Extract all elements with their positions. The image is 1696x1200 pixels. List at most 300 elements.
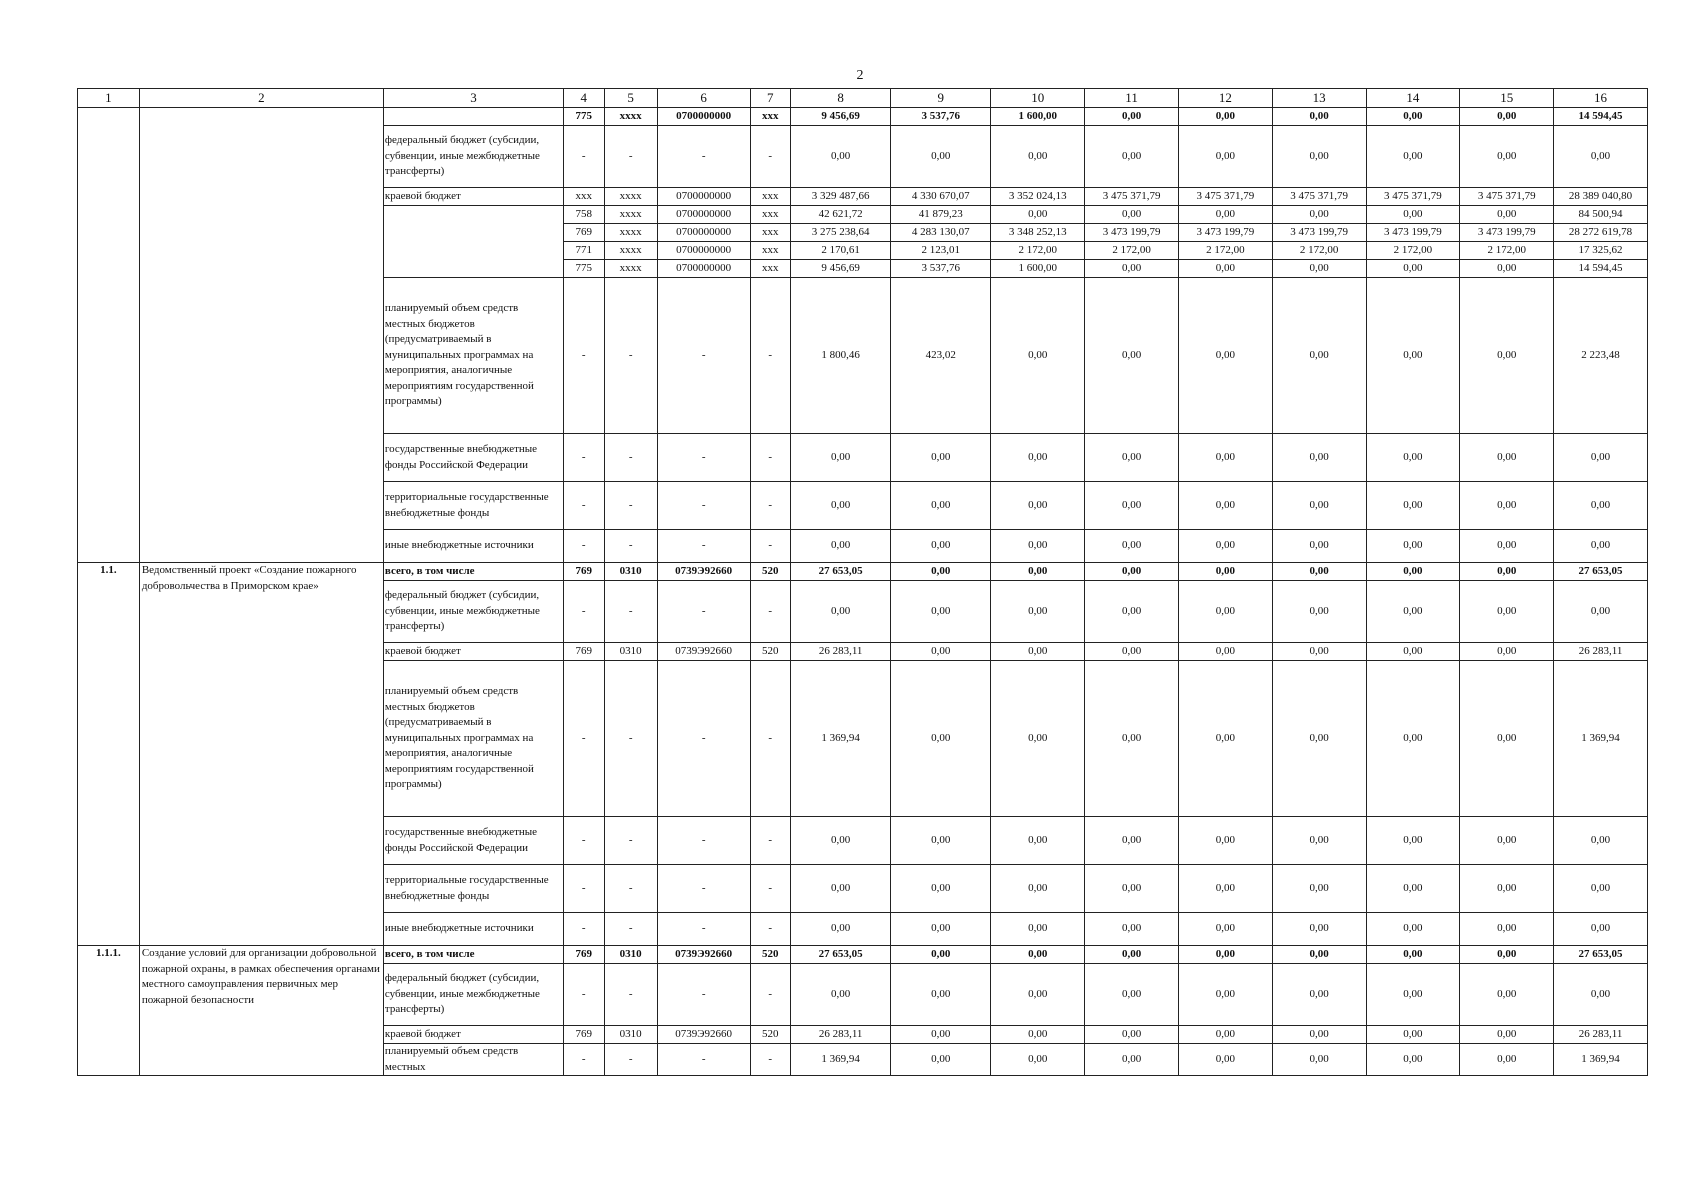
value-cell-col-10: 0,00 xyxy=(991,206,1085,224)
value-cell-col-13: 0,00 xyxy=(1272,126,1366,188)
header-cell-2: 2 xyxy=(139,89,383,108)
value-cell-col-14: 0,00 xyxy=(1366,643,1460,661)
funding-source-label: планируемый объем средств местных xyxy=(383,1044,563,1076)
header-cell-3: 3 xyxy=(383,89,563,108)
value-cell-col-13: 0,00 xyxy=(1272,661,1366,817)
value-cell-col-15: 0,00 xyxy=(1460,260,1554,278)
value-cell-col-12: 0,00 xyxy=(1178,530,1272,563)
value-cell-col-11: 0,00 xyxy=(1085,278,1179,434)
value-cell-col-7: - xyxy=(750,530,791,563)
value-cell-col-14: 0,00 xyxy=(1366,946,1460,964)
value-cell-col-13: 3 473 199,79 xyxy=(1272,224,1366,242)
value-cell-col-5: xxxx xyxy=(604,260,657,278)
header-cell-9: 9 xyxy=(891,89,991,108)
value-cell-col-8: 3 329 487,66 xyxy=(791,188,891,206)
value-cell-col-16: 84 500,94 xyxy=(1554,206,1648,224)
value-cell-col-7: - xyxy=(750,913,791,946)
value-cell-col-14: 0,00 xyxy=(1366,1026,1460,1044)
value-cell-col-8: 0,00 xyxy=(791,964,891,1026)
value-cell-col-5: - xyxy=(604,913,657,946)
value-cell-col-16: 14 594,45 xyxy=(1554,108,1648,126)
value-cell-col-10: 0,00 xyxy=(991,434,1085,482)
funding-source-label: федеральный бюджет (субсидии, субвенции, иные межбюджетные трансферты) xyxy=(383,964,563,1026)
value-cell-col-14: 3 475 371,79 xyxy=(1366,188,1460,206)
value-cell-col-10: 0,00 xyxy=(991,913,1085,946)
value-cell-col-9: 0,00 xyxy=(891,530,991,563)
value-cell-col-4: - xyxy=(564,434,605,482)
value-cell-col-6: 0700000000 xyxy=(657,260,750,278)
value-cell-col-8: 42 621,72 xyxy=(791,206,891,224)
funding-source-label: территориальные государственные внебюджетные фонды xyxy=(383,865,563,913)
value-cell-col-16: 0,00 xyxy=(1554,482,1648,530)
value-cell-col-9: 0,00 xyxy=(891,1026,991,1044)
value-cell-col-8: 27 653,05 xyxy=(791,946,891,964)
value-cell-col-7: - xyxy=(750,278,791,434)
funding-source-label: государственные внебюджетные фонды Российской Федерации xyxy=(383,817,563,865)
value-cell-col-15: 0,00 xyxy=(1460,530,1554,563)
funding-source-label: всего, в том числе xyxy=(383,946,563,964)
value-cell-col-16: 1 369,94 xyxy=(1554,661,1648,817)
value-cell-col-4: - xyxy=(564,661,605,817)
value-cell-col-10: 0,00 xyxy=(991,817,1085,865)
value-cell-col-10: 2 172,00 xyxy=(991,242,1085,260)
funding-source-label: федеральный бюджет (субсидии, субвенции, иные межбюджетные трансферты) xyxy=(383,581,563,643)
value-cell-col-8: 1 369,94 xyxy=(791,661,891,817)
value-cell-col-16: 26 283,11 xyxy=(1554,1026,1648,1044)
value-cell-col-11: 0,00 xyxy=(1085,563,1179,581)
value-cell-col-10: 0,00 xyxy=(991,563,1085,581)
value-cell-col-7: - xyxy=(750,661,791,817)
value-cell-col-6: 0700000000 xyxy=(657,188,750,206)
value-cell-col-12: 0,00 xyxy=(1178,434,1272,482)
value-cell-col-12: 2 172,00 xyxy=(1178,242,1272,260)
value-cell-col-14: 0,00 xyxy=(1366,260,1460,278)
header-cell-13: 13 xyxy=(1272,89,1366,108)
value-cell-col-13: 0,00 xyxy=(1272,913,1366,946)
value-cell-col-4: 775 xyxy=(564,108,605,126)
value-cell-col-9: 0,00 xyxy=(891,964,991,1026)
value-cell-col-9: 0,00 xyxy=(891,865,991,913)
value-cell-col-16: 2 223,48 xyxy=(1554,278,1648,434)
table-row xyxy=(78,108,1648,126)
funding-source-label: федеральный бюджет (субсидии, субвенции, иные межбюджетные трансферты) xyxy=(383,126,563,188)
value-cell-col-13: 0,00 xyxy=(1272,260,1366,278)
funding-source-label: планируемый объем средств местных бюджетов (предусматриваемый в муниципальных программах на мероприятия, аналогичные мероприятиям государственной программы) xyxy=(383,278,563,434)
value-cell-col-4: - xyxy=(564,482,605,530)
value-cell-col-16: 27 653,05 xyxy=(1554,563,1648,581)
funding-source-label: иные внебюджетные источники xyxy=(383,530,563,563)
value-cell-col-14: 0,00 xyxy=(1366,817,1460,865)
value-cell-col-12: 0,00 xyxy=(1178,482,1272,530)
value-cell-col-8: 0,00 xyxy=(791,482,891,530)
value-cell-col-11: 0,00 xyxy=(1085,946,1179,964)
header-cell-6: 6 xyxy=(657,89,750,108)
value-cell-col-10: 0,00 xyxy=(991,482,1085,530)
value-cell-col-9: 4 283 130,07 xyxy=(891,224,991,242)
value-cell-col-14: 0,00 xyxy=(1366,126,1460,188)
value-cell-col-16: 28 389 040,80 xyxy=(1554,188,1648,206)
value-cell-col-15: 0,00 xyxy=(1460,643,1554,661)
value-cell-col-7: - xyxy=(750,434,791,482)
value-cell-col-13: 0,00 xyxy=(1272,1026,1366,1044)
funding-source-label: территориальные государственные внебюджетные фонды xyxy=(383,482,563,530)
value-cell-col-8: 9 456,69 xyxy=(791,108,891,126)
value-cell-col-12: 0,00 xyxy=(1178,913,1272,946)
value-cell-col-16: 0,00 xyxy=(1554,964,1648,1026)
value-cell-col-4: xxx xyxy=(564,188,605,206)
value-cell-col-12: 0,00 xyxy=(1178,643,1272,661)
value-cell-col-8: 2 170,61 xyxy=(791,242,891,260)
funding-source-label: краевой бюджет xyxy=(383,188,563,206)
budget-table xyxy=(77,88,1648,1076)
value-cell-col-5: - xyxy=(604,964,657,1026)
value-cell-col-10: 0,00 xyxy=(991,581,1085,643)
value-cell-col-6: 0739Э92660 xyxy=(657,563,750,581)
value-cell-col-11: 0,00 xyxy=(1085,1026,1179,1044)
value-cell-col-16: 0,00 xyxy=(1554,126,1648,188)
header-cell-7: 7 xyxy=(750,89,791,108)
value-cell-col-16: 0,00 xyxy=(1554,913,1648,946)
value-cell-col-7: - xyxy=(750,817,791,865)
value-cell-col-15: 0,00 xyxy=(1460,865,1554,913)
value-cell-col-10: 3 352 024,13 xyxy=(991,188,1085,206)
value-cell-col-11: 0,00 xyxy=(1085,964,1179,1026)
value-cell-col-14: 0,00 xyxy=(1366,581,1460,643)
value-cell-col-12: 0,00 xyxy=(1178,260,1272,278)
value-cell-col-11: 0,00 xyxy=(1085,581,1179,643)
value-cell-col-5: - xyxy=(604,434,657,482)
value-cell-col-7: xxx xyxy=(750,206,791,224)
value-cell-col-9: 0,00 xyxy=(891,1044,991,1076)
value-cell-col-15: 0,00 xyxy=(1460,434,1554,482)
value-cell-col-16: 17 325,62 xyxy=(1554,242,1648,260)
value-cell-col-11: 0,00 xyxy=(1085,1044,1179,1076)
value-cell-col-7: xxx xyxy=(750,242,791,260)
value-cell-col-10: 0,00 xyxy=(991,643,1085,661)
value-cell-col-9: 0,00 xyxy=(891,434,991,482)
value-cell-col-10: 0,00 xyxy=(991,1026,1085,1044)
value-cell-col-15: 0,00 xyxy=(1460,206,1554,224)
value-cell-col-15: 0,00 xyxy=(1460,913,1554,946)
value-cell-col-6: - xyxy=(657,482,750,530)
value-cell-col-8: 26 283,11 xyxy=(791,643,891,661)
value-cell-col-13: 0,00 xyxy=(1272,108,1366,126)
value-cell-col-14: 0,00 xyxy=(1366,913,1460,946)
value-cell-col-10: 0,00 xyxy=(991,865,1085,913)
value-cell-col-7: xxx xyxy=(750,260,791,278)
value-cell-col-4: 769 xyxy=(564,563,605,581)
value-cell-col-16: 0,00 xyxy=(1554,434,1648,482)
value-cell-col-11: 0,00 xyxy=(1085,206,1179,224)
value-cell-col-15: 2 172,00 xyxy=(1460,242,1554,260)
value-cell-col-12: 3 473 199,79 xyxy=(1178,224,1272,242)
value-cell-col-16: 0,00 xyxy=(1554,865,1648,913)
table-row xyxy=(78,946,1648,964)
funding-source-label: краевой бюджет xyxy=(383,643,563,661)
value-cell-col-11: 0,00 xyxy=(1085,865,1179,913)
value-cell-col-13: 0,00 xyxy=(1272,865,1366,913)
funding-source-label xyxy=(383,206,563,224)
value-cell-col-14: 0,00 xyxy=(1366,278,1460,434)
value-cell-col-15: 0,00 xyxy=(1460,108,1554,126)
value-cell-col-15: 3 475 371,79 xyxy=(1460,188,1554,206)
value-cell-col-15: 0,00 xyxy=(1460,946,1554,964)
value-cell-col-13: 0,00 xyxy=(1272,643,1366,661)
value-cell-col-4: - xyxy=(564,126,605,188)
value-cell-col-14: 0,00 xyxy=(1366,964,1460,1026)
value-cell-col-5: - xyxy=(604,817,657,865)
value-cell-col-12: 0,00 xyxy=(1178,581,1272,643)
value-cell-col-12: 0,00 xyxy=(1178,964,1272,1026)
value-cell-col-6: - xyxy=(657,1044,750,1076)
value-cell-col-12: 0,00 xyxy=(1178,126,1272,188)
value-cell-col-5: 0310 xyxy=(604,643,657,661)
value-cell-col-11: 0,00 xyxy=(1085,530,1179,563)
value-cell-col-12: 0,00 xyxy=(1178,563,1272,581)
value-cell-col-9: 41 879,23 xyxy=(891,206,991,224)
value-cell-col-14: 3 473 199,79 xyxy=(1366,224,1460,242)
value-cell-col-10: 0,00 xyxy=(991,278,1085,434)
value-cell-col-4: 769 xyxy=(564,224,605,242)
page-number: 2 xyxy=(856,68,864,83)
value-cell-col-6: - xyxy=(657,865,750,913)
section-name: Создание условий для организации добровольной пожарной охраны, в рамках обеспечения органами местного самоуправления первичных мер пожарной безопасности xyxy=(139,946,383,1076)
value-cell-col-8: 0,00 xyxy=(791,126,891,188)
value-cell-col-10: 0,00 xyxy=(991,964,1085,1026)
value-cell-col-9: 4 330 670,07 xyxy=(891,188,991,206)
value-cell-col-5: - xyxy=(604,482,657,530)
value-cell-col-6: 0739Э92660 xyxy=(657,946,750,964)
value-cell-col-14: 0,00 xyxy=(1366,530,1460,563)
value-cell-col-15: 0,00 xyxy=(1460,1026,1554,1044)
value-cell-col-11: 0,00 xyxy=(1085,817,1179,865)
value-cell-col-11: 3 473 199,79 xyxy=(1085,224,1179,242)
value-cell-col-11: 0,00 xyxy=(1085,643,1179,661)
value-cell-col-6: 0700000000 xyxy=(657,242,750,260)
value-cell-col-8: 0,00 xyxy=(791,530,891,563)
value-cell-col-9: 0,00 xyxy=(891,126,991,188)
value-cell-col-7: 520 xyxy=(750,946,791,964)
value-cell-col-5: - xyxy=(604,661,657,817)
value-cell-col-7: - xyxy=(750,1044,791,1076)
value-cell-col-16: 0,00 xyxy=(1554,530,1648,563)
value-cell-col-6: - xyxy=(657,913,750,946)
value-cell-col-13: 0,00 xyxy=(1272,1044,1366,1076)
value-cell-col-4: 771 xyxy=(564,242,605,260)
value-cell-col-5: xxxx xyxy=(604,224,657,242)
value-cell-col-8: 0,00 xyxy=(791,817,891,865)
value-cell-col-9: 0,00 xyxy=(891,563,991,581)
value-cell-col-10: 0,00 xyxy=(991,946,1085,964)
value-cell-col-11: 2 172,00 xyxy=(1085,242,1179,260)
value-cell-col-9: 0,00 xyxy=(891,661,991,817)
value-cell-col-8: 0,00 xyxy=(791,865,891,913)
value-cell-col-12: 0,00 xyxy=(1178,108,1272,126)
value-cell-col-6: - xyxy=(657,278,750,434)
value-cell-col-12: 0,00 xyxy=(1178,206,1272,224)
value-cell-col-16: 14 594,45 xyxy=(1554,260,1648,278)
value-cell-col-16: 1 369,94 xyxy=(1554,1044,1648,1076)
value-cell-col-13: 0,00 xyxy=(1272,434,1366,482)
value-cell-col-8: 3 275 238,64 xyxy=(791,224,891,242)
value-cell-col-12: 0,00 xyxy=(1178,865,1272,913)
value-cell-col-10: 0,00 xyxy=(991,126,1085,188)
value-cell-col-6: - xyxy=(657,964,750,1026)
value-cell-col-7: 520 xyxy=(750,1026,791,1044)
value-cell-col-7: 520 xyxy=(750,643,791,661)
section-number xyxy=(78,108,140,563)
value-cell-col-4: - xyxy=(564,964,605,1026)
value-cell-col-7: xxx xyxy=(750,108,791,126)
value-cell-col-14: 0,00 xyxy=(1366,563,1460,581)
value-cell-col-13: 0,00 xyxy=(1272,278,1366,434)
value-cell-col-7: 520 xyxy=(750,563,791,581)
value-cell-col-11: 0,00 xyxy=(1085,126,1179,188)
value-cell-col-8: 0,00 xyxy=(791,434,891,482)
header-cell-11: 11 xyxy=(1085,89,1179,108)
value-cell-col-8: 0,00 xyxy=(791,581,891,643)
value-cell-col-6: - xyxy=(657,434,750,482)
value-cell-col-4: - xyxy=(564,1044,605,1076)
value-cell-col-11: 0,00 xyxy=(1085,260,1179,278)
value-cell-col-6: 0739Э92660 xyxy=(657,643,750,661)
header-cell-12: 12 xyxy=(1178,89,1272,108)
value-cell-col-15: 0,00 xyxy=(1460,563,1554,581)
value-cell-col-12: 3 475 371,79 xyxy=(1178,188,1272,206)
header-cell-15: 15 xyxy=(1460,89,1554,108)
value-cell-col-6: 0700000000 xyxy=(657,206,750,224)
value-cell-col-4: - xyxy=(564,530,605,563)
value-cell-col-11: 0,00 xyxy=(1085,661,1179,817)
value-cell-col-5: - xyxy=(604,865,657,913)
value-cell-col-6: - xyxy=(657,581,750,643)
value-cell-col-4: 769 xyxy=(564,1026,605,1044)
value-cell-col-5: - xyxy=(604,278,657,434)
value-cell-col-13: 0,00 xyxy=(1272,817,1366,865)
header-row xyxy=(78,89,1648,108)
value-cell-col-5: 0310 xyxy=(604,1026,657,1044)
value-cell-col-12: 0,00 xyxy=(1178,946,1272,964)
value-cell-col-14: 0,00 xyxy=(1366,434,1460,482)
value-cell-col-8: 26 283,11 xyxy=(791,1026,891,1044)
value-cell-col-13: 0,00 xyxy=(1272,581,1366,643)
value-cell-col-10: 0,00 xyxy=(991,1044,1085,1076)
value-cell-col-9: 0,00 xyxy=(891,581,991,643)
funding-source-label xyxy=(383,260,563,278)
value-cell-col-15: 0,00 xyxy=(1460,817,1554,865)
value-cell-col-7: - xyxy=(750,126,791,188)
value-cell-col-4: 769 xyxy=(564,643,605,661)
value-cell-col-7: xxx xyxy=(750,188,791,206)
value-cell-col-5: - xyxy=(604,581,657,643)
header-cell-10: 10 xyxy=(991,89,1085,108)
value-cell-col-9: 2 123,01 xyxy=(891,242,991,260)
value-cell-col-5: xxxx xyxy=(604,108,657,126)
value-cell-col-12: 0,00 xyxy=(1178,1026,1272,1044)
section-name: Ведомственный проект «Создание пожарного добровольчества в Приморском крае» xyxy=(139,563,383,946)
value-cell-col-15: 0,00 xyxy=(1460,964,1554,1026)
value-cell-col-12: 0,00 xyxy=(1178,661,1272,817)
funding-source-label: краевой бюджет xyxy=(383,1026,563,1044)
value-cell-col-12: 0,00 xyxy=(1178,817,1272,865)
value-cell-col-4: - xyxy=(564,913,605,946)
value-cell-col-5: - xyxy=(604,126,657,188)
value-cell-col-4: - xyxy=(564,581,605,643)
value-cell-col-10: 0,00 xyxy=(991,530,1085,563)
header-cell-8: 8 xyxy=(791,89,891,108)
header-cell-4: 4 xyxy=(564,89,605,108)
value-cell-col-10: 3 348 252,13 xyxy=(991,224,1085,242)
funding-source-label xyxy=(383,108,563,126)
value-cell-col-5: - xyxy=(604,530,657,563)
value-cell-col-5: 0310 xyxy=(604,946,657,964)
value-cell-col-16: 0,00 xyxy=(1554,581,1648,643)
value-cell-col-11: 0,00 xyxy=(1085,913,1179,946)
value-cell-col-13: 3 475 371,79 xyxy=(1272,188,1366,206)
value-cell-col-6: 0700000000 xyxy=(657,108,750,126)
value-cell-col-8: 0,00 xyxy=(791,913,891,946)
value-cell-col-15: 0,00 xyxy=(1460,661,1554,817)
value-cell-col-13: 0,00 xyxy=(1272,530,1366,563)
value-cell-col-13: 0,00 xyxy=(1272,563,1366,581)
value-cell-col-16: 0,00 xyxy=(1554,817,1648,865)
section-number: 1.1.1. xyxy=(78,946,140,1076)
value-cell-col-6: 0700000000 xyxy=(657,224,750,242)
value-cell-col-11: 0,00 xyxy=(1085,434,1179,482)
value-cell-col-6: - xyxy=(657,661,750,817)
value-cell-col-14: 0,00 xyxy=(1366,1044,1460,1076)
value-cell-col-16: 28 272 619,78 xyxy=(1554,224,1648,242)
value-cell-col-7: - xyxy=(750,482,791,530)
value-cell-col-4: 769 xyxy=(564,946,605,964)
value-cell-col-14: 0,00 xyxy=(1366,482,1460,530)
value-cell-col-9: 0,00 xyxy=(891,482,991,530)
value-cell-col-15: 0,00 xyxy=(1460,581,1554,643)
value-cell-col-11: 0,00 xyxy=(1085,108,1179,126)
value-cell-col-9: 0,00 xyxy=(891,817,991,865)
value-cell-col-5: - xyxy=(604,1044,657,1076)
funding-source-label: иные внебюджетные источники xyxy=(383,913,563,946)
value-cell-col-14: 2 172,00 xyxy=(1366,242,1460,260)
value-cell-col-4: - xyxy=(564,817,605,865)
value-cell-col-13: 0,00 xyxy=(1272,964,1366,1026)
value-cell-col-8: 1 369,94 xyxy=(791,1044,891,1076)
value-cell-col-15: 3 473 199,79 xyxy=(1460,224,1554,242)
value-cell-col-13: 2 172,00 xyxy=(1272,242,1366,260)
value-cell-col-9: 3 537,76 xyxy=(891,260,991,278)
value-cell-col-15: 0,00 xyxy=(1460,126,1554,188)
value-cell-col-6: - xyxy=(657,530,750,563)
value-cell-col-4: 775 xyxy=(564,260,605,278)
value-cell-col-5: xxxx xyxy=(604,206,657,224)
value-cell-col-7: xxx xyxy=(750,224,791,242)
value-cell-col-8: 1 800,46 xyxy=(791,278,891,434)
value-cell-col-14: 0,00 xyxy=(1366,206,1460,224)
value-cell-col-15: 0,00 xyxy=(1460,278,1554,434)
header-cell-5: 5 xyxy=(604,89,657,108)
value-cell-col-14: 0,00 xyxy=(1366,865,1460,913)
value-cell-col-7: - xyxy=(750,964,791,1026)
value-cell-col-4: - xyxy=(564,278,605,434)
value-cell-col-5: xxxx xyxy=(604,242,657,260)
value-cell-col-14: 0,00 xyxy=(1366,661,1460,817)
table-row xyxy=(78,563,1648,581)
section-name xyxy=(139,108,383,563)
funding-source-label: всего, в том числе xyxy=(383,563,563,581)
value-cell-col-13: 0,00 xyxy=(1272,946,1366,964)
value-cell-col-9: 0,00 xyxy=(891,913,991,946)
value-cell-col-11: 3 475 371,79 xyxy=(1085,188,1179,206)
